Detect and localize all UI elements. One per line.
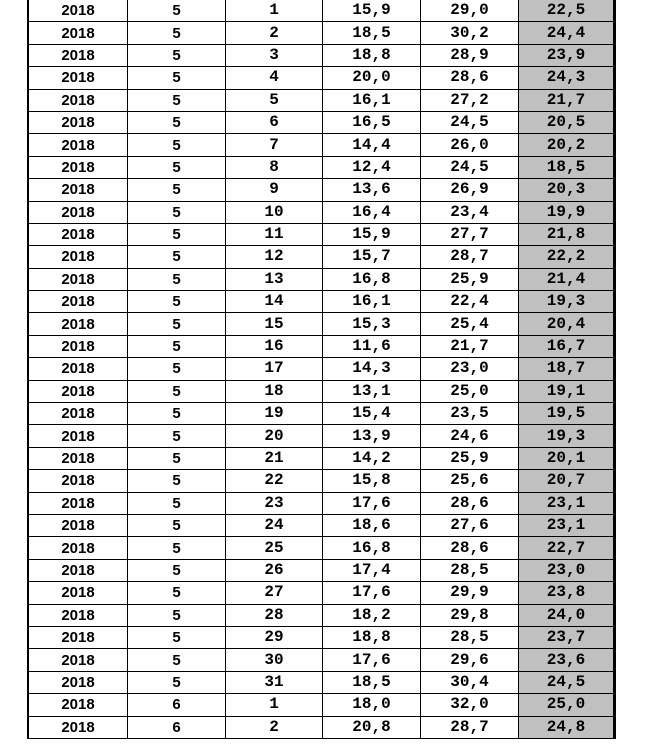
day-cell: 7 <box>226 134 323 156</box>
year-cell: 2018 <box>28 582 128 604</box>
month-cell: 5 <box>128 649 226 671</box>
table-row <box>28 380 615 402</box>
day-cell: 5 <box>226 89 323 111</box>
day-cell: 1 <box>226 694 323 716</box>
table-row <box>28 313 615 335</box>
year-cell: 2018 <box>28 514 128 536</box>
month-cell: 5 <box>128 604 226 626</box>
max-value-cell: 25,0 <box>421 380 519 402</box>
day-cell: 12 <box>226 246 323 268</box>
mean-value-cell: 19,3 <box>519 291 615 313</box>
mean-value-cell: 20,7 <box>519 470 615 492</box>
month-cell: 5 <box>128 291 226 313</box>
month-cell: 5 <box>128 134 226 156</box>
month-cell: 5 <box>128 179 226 201</box>
max-value-cell: 24,6 <box>421 425 519 447</box>
year-cell: 2018 <box>28 0 128 22</box>
month-cell: 5 <box>128 425 226 447</box>
mean-value-cell: 23,7 <box>519 626 615 648</box>
month-cell: 5 <box>128 44 226 66</box>
mean-value-cell: 24,5 <box>519 671 615 693</box>
mean-value-cell: 23,1 <box>519 492 615 514</box>
max-value-cell: 25,6 <box>421 470 519 492</box>
day-cell: 15 <box>226 313 323 335</box>
mean-value-cell: 22,5 <box>519 0 615 22</box>
max-value-cell: 24,5 <box>421 111 519 133</box>
mean-value-cell: 22,7 <box>519 537 615 559</box>
data-table <box>27 0 616 739</box>
month-cell: 5 <box>128 89 226 111</box>
max-value-cell: 27,7 <box>421 223 519 245</box>
min-value-cell: 13,9 <box>323 425 421 447</box>
month-cell: 5 <box>128 156 226 178</box>
year-cell: 2018 <box>28 649 128 671</box>
min-value-cell: 15,3 <box>323 313 421 335</box>
year-cell: 2018 <box>28 246 128 268</box>
max-value-cell: 28,7 <box>421 246 519 268</box>
day-cell: 20 <box>226 425 323 447</box>
max-value-cell: 25,9 <box>421 268 519 290</box>
year-cell: 2018 <box>28 67 128 89</box>
table-row <box>28 0 615 22</box>
max-value-cell: 25,9 <box>421 447 519 469</box>
year-cell: 2018 <box>28 179 128 201</box>
min-value-cell: 15,9 <box>323 0 421 22</box>
day-cell: 1 <box>226 0 323 22</box>
mean-value-cell: 25,0 <box>519 694 615 716</box>
year-cell: 2018 <box>28 716 128 738</box>
min-value-cell: 14,4 <box>323 134 421 156</box>
mean-value-cell: 23,0 <box>519 559 615 581</box>
min-value-cell: 16,4 <box>323 201 421 223</box>
day-cell: 26 <box>226 559 323 581</box>
table-row <box>28 335 615 357</box>
min-value-cell: 18,2 <box>323 604 421 626</box>
mean-value-cell: 23,9 <box>519 44 615 66</box>
day-cell: 28 <box>226 604 323 626</box>
day-cell: 19 <box>226 403 323 425</box>
table-row <box>28 447 615 469</box>
max-value-cell: 29,0 <box>421 0 519 22</box>
day-cell: 22 <box>226 470 323 492</box>
max-value-cell: 28,5 <box>421 559 519 581</box>
day-cell: 10 <box>226 201 323 223</box>
month-cell: 5 <box>128 201 226 223</box>
max-value-cell: 28,6 <box>421 537 519 559</box>
table-row <box>28 559 615 581</box>
min-value-cell: 18,8 <box>323 626 421 648</box>
min-value-cell: 18,5 <box>323 671 421 693</box>
year-cell: 2018 <box>28 223 128 245</box>
month-cell: 5 <box>128 335 226 357</box>
min-value-cell: 14,3 <box>323 358 421 380</box>
day-cell: 24 <box>226 514 323 536</box>
table-row <box>28 223 615 245</box>
mean-value-cell: 18,7 <box>519 358 615 380</box>
table-row <box>28 582 615 604</box>
day-cell: 30 <box>226 649 323 671</box>
month-cell: 5 <box>128 111 226 133</box>
day-cell: 27 <box>226 582 323 604</box>
min-value-cell: 20,0 <box>323 67 421 89</box>
max-value-cell: 23,0 <box>421 358 519 380</box>
month-cell: 5 <box>128 67 226 89</box>
year-cell: 2018 <box>28 111 128 133</box>
max-value-cell: 26,0 <box>421 134 519 156</box>
day-cell: 18 <box>226 380 323 402</box>
min-value-cell: 12,4 <box>323 156 421 178</box>
table-row <box>28 403 615 425</box>
year-cell: 2018 <box>28 313 128 335</box>
day-cell: 4 <box>226 67 323 89</box>
mean-value-cell: 23,8 <box>519 582 615 604</box>
day-cell: 13 <box>226 268 323 290</box>
max-value-cell: 28,5 <box>421 626 519 648</box>
day-cell: 31 <box>226 671 323 693</box>
year-cell: 2018 <box>28 470 128 492</box>
month-cell: 6 <box>128 716 226 738</box>
mean-value-cell: 21,4 <box>519 268 615 290</box>
year-cell: 2018 <box>28 403 128 425</box>
day-cell: 9 <box>226 179 323 201</box>
min-value-cell: 18,0 <box>323 694 421 716</box>
table-body <box>28 0 615 738</box>
month-cell: 5 <box>128 626 226 648</box>
mean-value-cell: 20,2 <box>519 134 615 156</box>
max-value-cell: 30,2 <box>421 22 519 44</box>
max-value-cell: 32,0 <box>421 694 519 716</box>
table-row <box>28 514 615 536</box>
month-cell: 5 <box>128 380 226 402</box>
year-cell: 2018 <box>28 604 128 626</box>
min-value-cell: 18,8 <box>323 44 421 66</box>
mean-value-cell: 24,8 <box>519 716 615 738</box>
year-cell: 2018 <box>28 425 128 447</box>
table-row <box>28 22 615 44</box>
mean-value-cell: 19,9 <box>519 201 615 223</box>
mean-value-cell: 19,3 <box>519 425 615 447</box>
mean-value-cell: 22,2 <box>519 246 615 268</box>
year-cell: 2018 <box>28 358 128 380</box>
max-value-cell: 27,6 <box>421 514 519 536</box>
month-cell: 5 <box>128 470 226 492</box>
year-cell: 2018 <box>28 537 128 559</box>
year-cell: 2018 <box>28 447 128 469</box>
year-cell: 2018 <box>28 492 128 514</box>
min-value-cell: 20,8 <box>323 716 421 738</box>
max-value-cell: 25,4 <box>421 313 519 335</box>
mean-value-cell: 21,8 <box>519 223 615 245</box>
mean-value-cell: 21,7 <box>519 89 615 111</box>
table-row <box>28 649 615 671</box>
table-row <box>28 716 615 738</box>
mean-value-cell: 23,1 <box>519 514 615 536</box>
mean-value-cell: 20,5 <box>519 111 615 133</box>
table-row <box>28 246 615 268</box>
table-row <box>28 492 615 514</box>
max-value-cell: 26,9 <box>421 179 519 201</box>
month-cell: 5 <box>128 559 226 581</box>
max-value-cell: 28,7 <box>421 716 519 738</box>
min-value-cell: 16,8 <box>323 268 421 290</box>
mean-value-cell: 24,4 <box>519 22 615 44</box>
table-row <box>28 425 615 447</box>
table-row <box>28 134 615 156</box>
table-row <box>28 671 615 693</box>
table-row <box>28 470 615 492</box>
table-row <box>28 111 615 133</box>
year-cell: 2018 <box>28 89 128 111</box>
table-row <box>28 626 615 648</box>
mean-value-cell: 18,5 <box>519 156 615 178</box>
day-cell: 8 <box>226 156 323 178</box>
min-value-cell: 18,5 <box>323 22 421 44</box>
max-value-cell: 28,6 <box>421 492 519 514</box>
month-cell: 5 <box>128 514 226 536</box>
table-row <box>28 694 615 716</box>
max-value-cell: 30,4 <box>421 671 519 693</box>
max-value-cell: 28,9 <box>421 44 519 66</box>
mean-value-cell: 19,1 <box>519 380 615 402</box>
max-value-cell: 24,5 <box>421 156 519 178</box>
year-cell: 2018 <box>28 380 128 402</box>
year-cell: 2018 <box>28 268 128 290</box>
table-row <box>28 67 615 89</box>
year-cell: 2018 <box>28 335 128 357</box>
table-row <box>28 89 615 111</box>
month-cell: 5 <box>128 358 226 380</box>
month-cell: 5 <box>128 671 226 693</box>
day-cell: 16 <box>226 335 323 357</box>
month-cell: 5 <box>128 246 226 268</box>
max-value-cell: 29,9 <box>421 582 519 604</box>
month-cell: 5 <box>128 223 226 245</box>
day-cell: 3 <box>226 44 323 66</box>
day-cell: 2 <box>226 22 323 44</box>
year-cell: 2018 <box>28 626 128 648</box>
year-cell: 2018 <box>28 671 128 693</box>
table-row <box>28 537 615 559</box>
max-value-cell: 22,4 <box>421 291 519 313</box>
min-value-cell: 16,1 <box>323 291 421 313</box>
mean-value-cell: 23,6 <box>519 649 615 671</box>
min-value-cell: 17,6 <box>323 492 421 514</box>
year-cell: 2018 <box>28 694 128 716</box>
table-row <box>28 179 615 201</box>
day-cell: 2 <box>226 716 323 738</box>
mean-value-cell: 24,0 <box>519 604 615 626</box>
month-cell: 5 <box>128 403 226 425</box>
min-value-cell: 14,2 <box>323 447 421 469</box>
table-row <box>28 268 615 290</box>
day-cell: 21 <box>226 447 323 469</box>
mean-value-cell: 24,3 <box>519 67 615 89</box>
max-value-cell: 23,5 <box>421 403 519 425</box>
max-value-cell: 23,4 <box>421 201 519 223</box>
table-row <box>28 156 615 178</box>
month-cell: 5 <box>128 0 226 22</box>
day-cell: 23 <box>226 492 323 514</box>
min-value-cell: 16,5 <box>323 111 421 133</box>
month-cell: 5 <box>128 268 226 290</box>
table-row <box>28 44 615 66</box>
day-cell: 6 <box>226 111 323 133</box>
day-cell: 25 <box>226 537 323 559</box>
year-cell: 2018 <box>28 134 128 156</box>
year-cell: 2018 <box>28 291 128 313</box>
day-cell: 17 <box>226 358 323 380</box>
min-value-cell: 13,6 <box>323 179 421 201</box>
min-value-cell: 15,7 <box>323 246 421 268</box>
day-cell: 29 <box>226 626 323 648</box>
mean-value-cell: 20,4 <box>519 313 615 335</box>
min-value-cell: 15,8 <box>323 470 421 492</box>
mean-value-cell: 20,3 <box>519 179 615 201</box>
min-value-cell: 15,9 <box>323 223 421 245</box>
mean-value-cell: 16,7 <box>519 335 615 357</box>
min-value-cell: 13,1 <box>323 380 421 402</box>
year-cell: 2018 <box>28 201 128 223</box>
month-cell: 5 <box>128 313 226 335</box>
year-cell: 2018 <box>28 559 128 581</box>
min-value-cell: 16,1 <box>323 89 421 111</box>
year-cell: 2018 <box>28 22 128 44</box>
max-value-cell: 29,6 <box>421 649 519 671</box>
month-cell: 5 <box>128 447 226 469</box>
mean-value-cell: 19,5 <box>519 403 615 425</box>
table-row <box>28 358 615 380</box>
table-row <box>28 201 615 223</box>
min-value-cell: 18,6 <box>323 514 421 536</box>
mean-value-cell: 20,1 <box>519 447 615 469</box>
min-value-cell: 11,6 <box>323 335 421 357</box>
day-cell: 11 <box>226 223 323 245</box>
day-cell: 14 <box>226 291 323 313</box>
min-value-cell: 17,6 <box>323 649 421 671</box>
max-value-cell: 21,7 <box>421 335 519 357</box>
table-row <box>28 291 615 313</box>
month-cell: 5 <box>128 537 226 559</box>
month-cell: 6 <box>128 694 226 716</box>
month-cell: 5 <box>128 492 226 514</box>
max-value-cell: 27,2 <box>421 89 519 111</box>
max-value-cell: 28,6 <box>421 67 519 89</box>
month-cell: 5 <box>128 22 226 44</box>
min-value-cell: 17,6 <box>323 582 421 604</box>
month-cell: 5 <box>128 582 226 604</box>
min-value-cell: 15,4 <box>323 403 421 425</box>
table-row <box>28 604 615 626</box>
year-cell: 2018 <box>28 44 128 66</box>
year-cell: 2018 <box>28 156 128 178</box>
min-value-cell: 17,4 <box>323 559 421 581</box>
max-value-cell: 29,8 <box>421 604 519 626</box>
min-value-cell: 16,8 <box>323 537 421 559</box>
